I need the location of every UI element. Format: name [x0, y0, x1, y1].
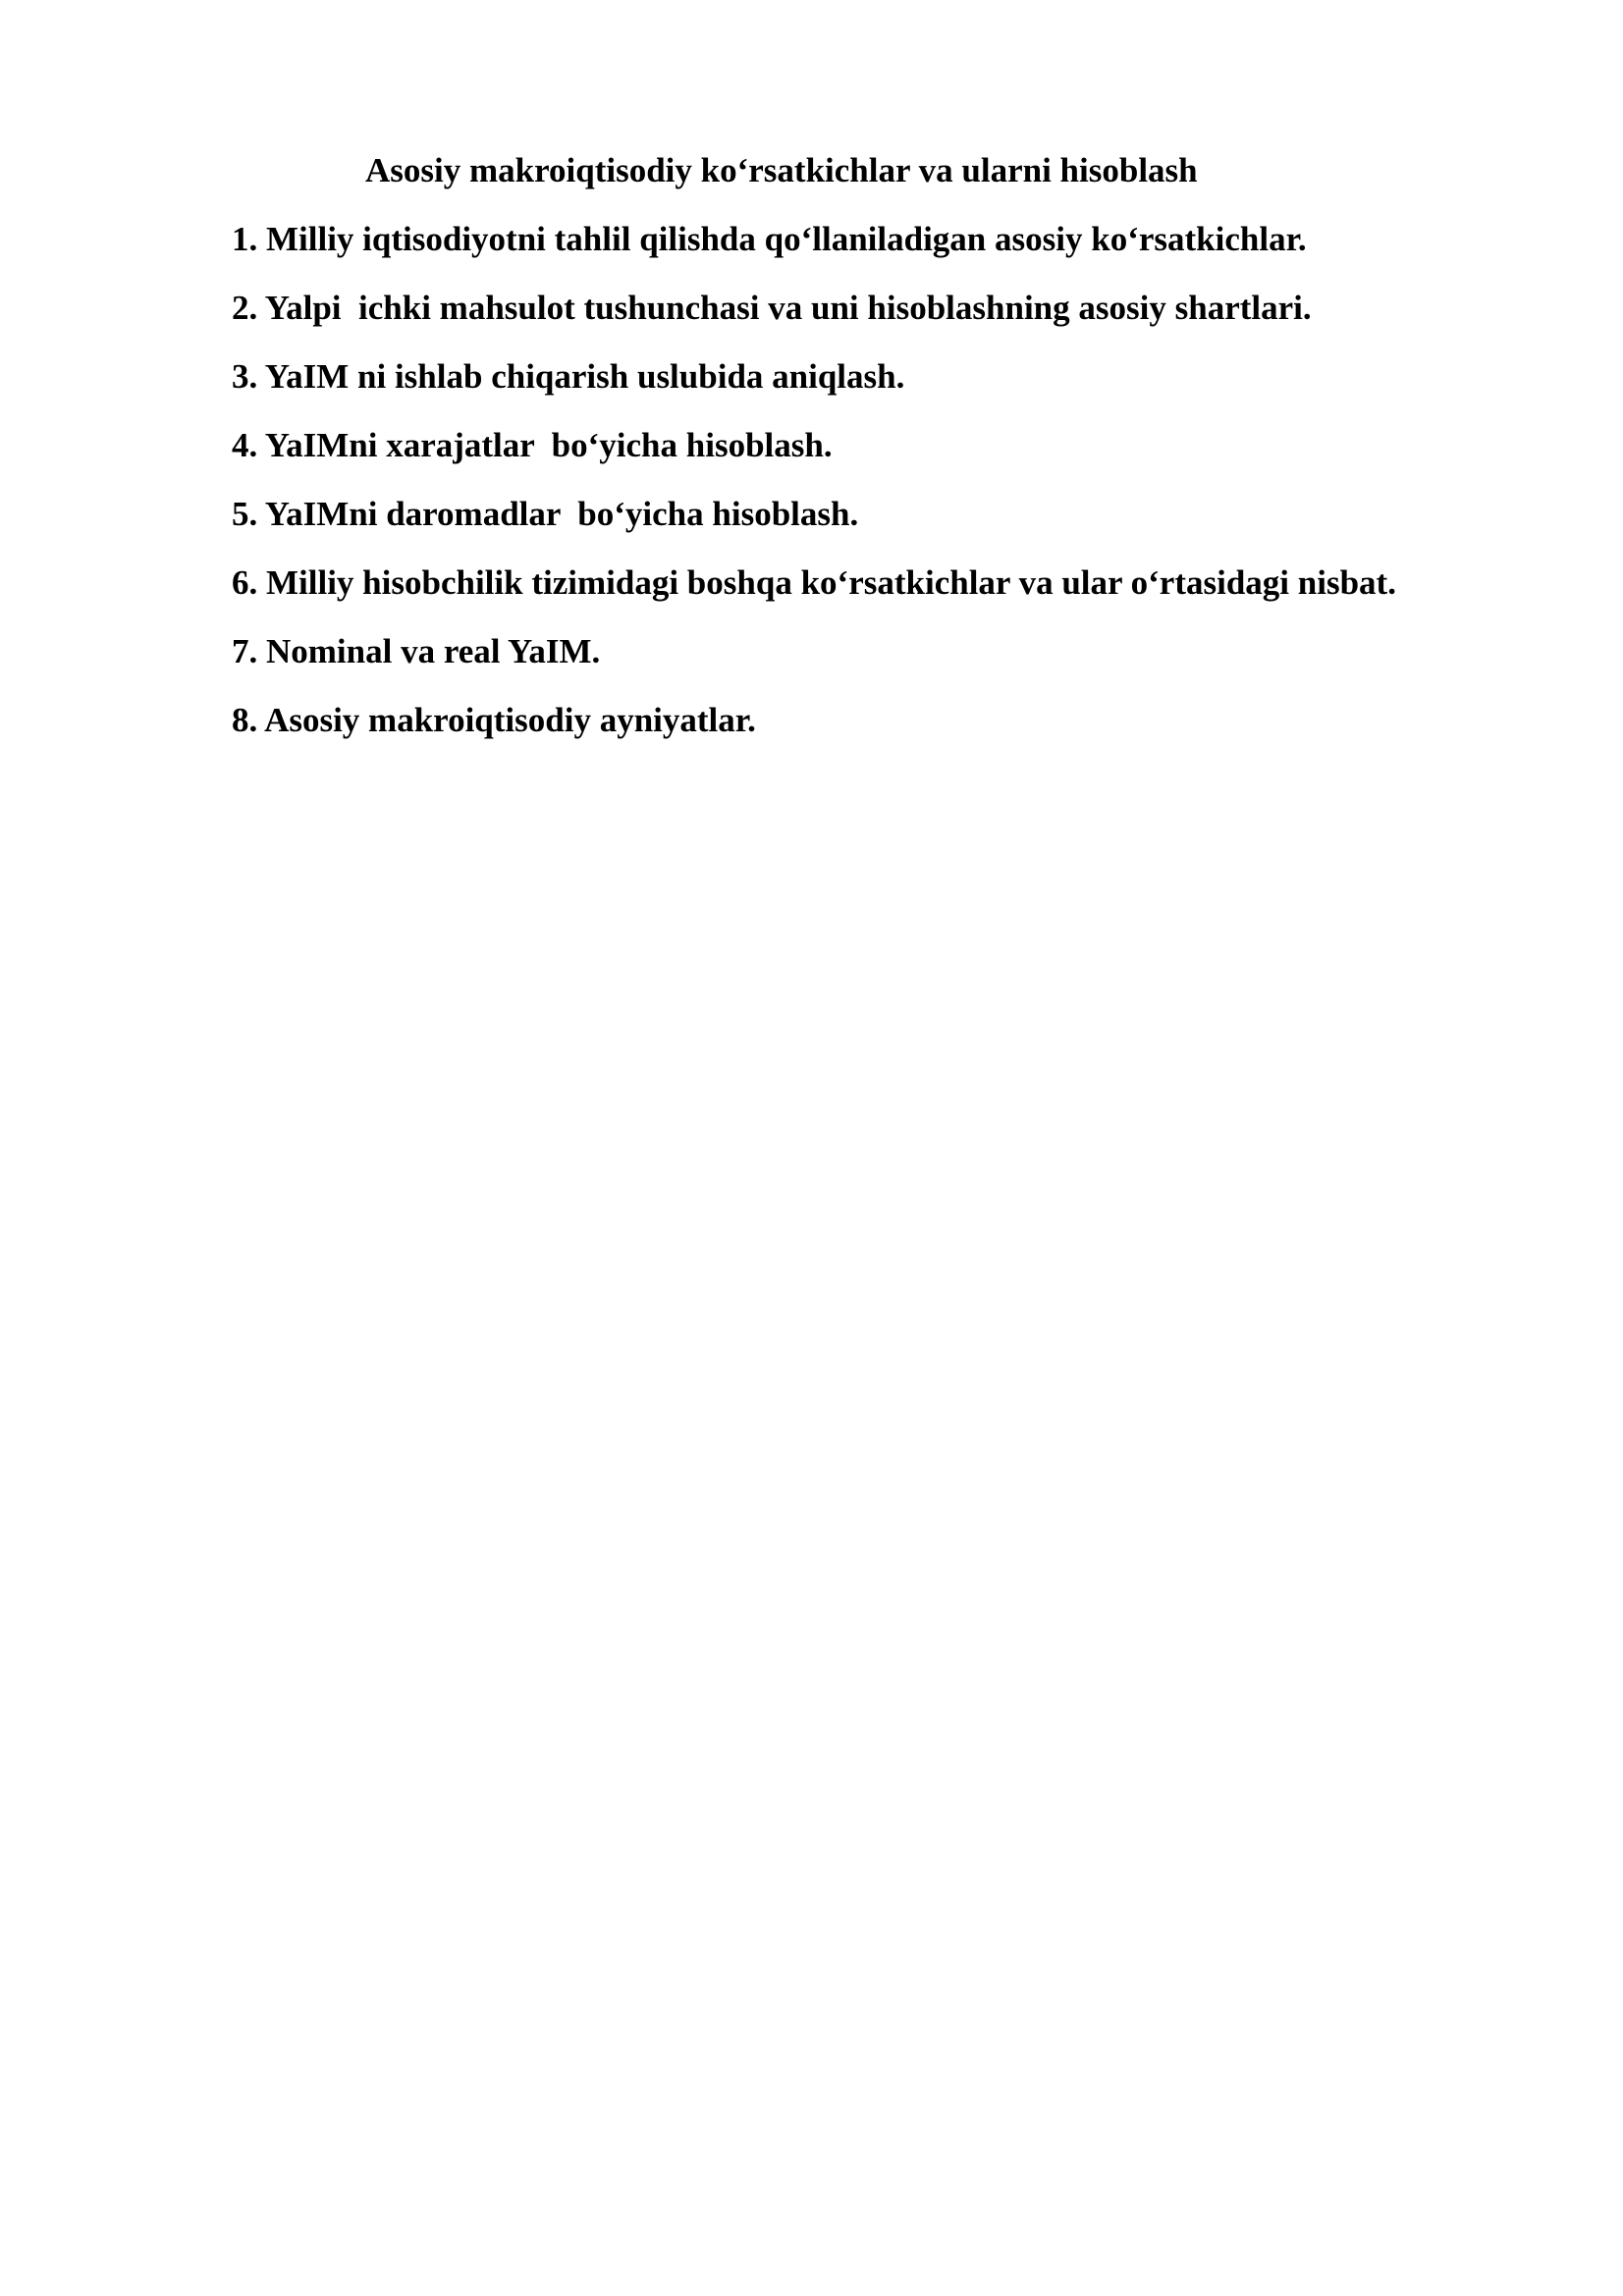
topic-item: 8. Asosiy makroiqtisodiy ayniyatlar. [232, 701, 756, 739]
topic-item: 4. YaIMni xarajatlar bo‘yicha hisoblash. [232, 426, 833, 464]
topic-item: 3. YaIM ni ishlab chiqarish uslubida aniqlash. [232, 357, 905, 396]
document-content [232, 147, 1449, 766]
document-title: Asosiy makroiqtisodiy ko‘rsatkichlar va ularni hisoblash [365, 151, 1198, 189]
topic-list [232, 216, 1449, 744]
topic-item: 2. Yalpi ichki mahsulot tushunchasi va uni hisoblashning asosiy shartlari. [232, 289, 1312, 327]
topic-item: 7. Nominal va real YaIM. [232, 632, 601, 670]
topic-item: 1. Milliy iqtisodiyotni tahlil qilishda qo‘llaniladigan asosiy ko‘rsatkichlar. [232, 220, 1307, 258]
topic-item: 6. Milliy hisobchilik tizimidagi boshqa ko‘rsatkichlar va ular o‘rtasidagi nisbat. [232, 563, 1396, 602]
topic-item: 5. YaIMni daromadlar bo‘yicha hisoblash. [232, 495, 859, 533]
